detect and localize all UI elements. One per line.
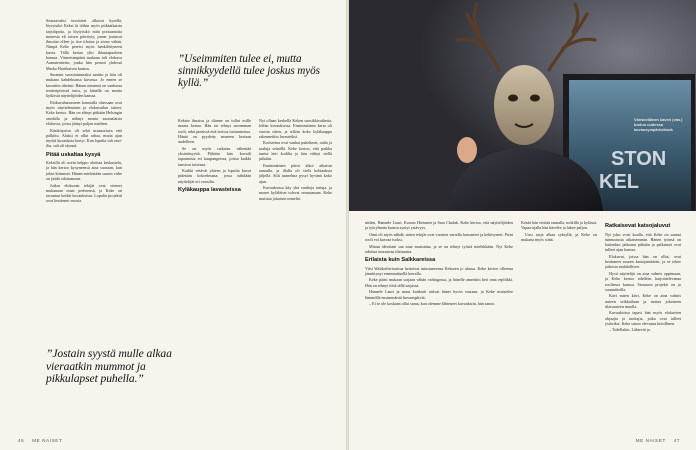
left-column-1 — [46, 18, 122, 205]
paragraph: – Ei se ole koskaan ollut sama, kun olemme lähteneet kuvauksiin, hän sanoo. — [369, 301, 496, 306]
paragraph: Elokuvaharrasteen kanssalla ohessaan ovat myös näyttelemisen ja elokuvailun taiteet, Keke kertoo. Hän on elänyt pitkään Helsingin seudulla ja nähnyt monia suomalaisia elokuvia, joista jäänyt paljon mieleen. — [46, 99, 122, 127]
section-heading: Pitää uskaltaa kysyä — [46, 151, 101, 158]
magazine-name: ME NAISET — [635, 438, 666, 443]
right-column-3 — [605, 220, 681, 334]
paragraph: Nyt joku voisi kuulla, että Keke on saanut tunnustusta aikaisemmin. Hänen työnsä on kuitenkin jatkunut pitkään ja palkinnot ovat tulleet ajan kanssa. — [605, 231, 681, 253]
magazine-name: ME NAISET — [32, 438, 63, 443]
right-column-1 — [365, 220, 513, 307]
page-footer-right — [636, 438, 680, 443]
right-column-2 — [521, 220, 597, 244]
section-heading: Erilaista kuin Salkkareissa — [365, 257, 436, 264]
paragraph: Ensimmäinen päivä alkoi aikaisin aamulla, ja illalla oli vielä kohtauksia jäljellä. Silti tunnelma pysyi hyvänä koko ajan. — [259, 162, 332, 184]
left-page — [0, 0, 346, 450]
paragraph: Se on myös ratkaisu vähentää yksinäisyyttä. Pitkään hän kuvaili tapaamisia eri kaupungeissa, joissa kaikki tunsivat toisensa. — [178, 145, 251, 167]
paragraph: Koristeina ovat vanhat puhelimet, radio ja tauluja seinällä. Keke kertoo, että paikka tuntui heti kodilta ja hän viihtyi siellä pitkään. — [259, 140, 332, 162]
paragraph: Viisi Waldorfin-tonttua kertoivat tutustuneensa Kekseen jo alussa. Keke kertoo olleensa jännittynyt ensimmäisellä kerralla. — [365, 265, 513, 276]
pull-quote-top: ”Useimmiten tulee ei, mutta sinnikkyydellä tulee joskus myös kyllä.” — [178, 53, 320, 90]
paragraph: Käsikirjoitus oli sekä uraauurtava että palkittu. Aluksi ei ollut rahaa, mutta ajan myötä kuvauksia kertyi. Kun lopulta tuli ensi-ilta, sali oli täynnä. — [46, 127, 122, 149]
page-number: 47 — [673, 438, 680, 443]
left-column-2 — [178, 118, 332, 201]
paragraph: Suomen suosituimmaksi saatiin ja hän oli mukana kahdeksassa kuvassa. Jo ennen se kuvattiin tiheästi. Hänen nimensä on vanhassa teatteripiirissä tuttu, ja hänellä on monta kytköstä näyttelijöiden kanssa. — [46, 72, 122, 99]
poster-text: STON — [611, 148, 667, 170]
page-footer-left — [18, 438, 62, 443]
pull-quote-bottom: ”Jostain syystä mulle alkaa vieraatkin mummot ja pikkulapset puhella.” — [46, 347, 172, 386]
paragraph: Seuraavaksi tavoitteet alkavat kysellä, löytyisikö Keksi tä töihin myös pitkäaikaista tarjolipotta, ja löytyisikö niitä portaantoita monesta eli toisen päivityty, jonne joutuvat ilmoitta olleet jo itse tiloista ja aivan vähän. Nimpä Keke pereisi myös henkilöityneen kuvia. Tällä kertaa yliti ikkunapuoleen kansaa. Viimeisimpänä mukaan tuli elokuva Aamuteatterin, jonka hän perusti yhdessä Marko Hartikaisen kanssa. — [46, 18, 122, 71]
photo-illustration — [349, 0, 696, 211]
paragraph: Jotkut elokuvan tekijät ovat vieneet mukanaan omat perheensä, ja Keke on tavannut heidät kuvauksissa. Lopulta projektit ovat kestäneet vuosia. — [46, 182, 122, 204]
paragraph: Kuvauksissa käy yhä vanhoja tuttuja, ja monet kyläläiset tulevat seuraamaan. Keke muistaa jokaisen nimeltä. — [259, 185, 332, 201]
section-heading: Ratkaisevat katsojaluvut — [605, 223, 671, 229]
paragraph: niiden, Hannele Lauri, Kosmo Hietanen ja Sara Chafak. Keke kertoo, että näyttelijöiden ja työryhmän kanssa syntyi ystävyys. — [365, 220, 513, 231]
paragraph: Minun ideoitani saa aina mustuttaa, ja se on tehnyt työstä mielekkään. Nyt Keke odottaa seuraavaa tilaisuutta. — [365, 243, 513, 254]
paragraph: Kesää hän viettää rannalla, mökillä ja kylässä. Vapaa-ajalla hän kävelee ja lukee paljon. — [521, 220, 597, 231]
person-hand — [457, 137, 477, 163]
feature-photo — [349, 0, 696, 211]
paragraph: Keksin ilmaisu ja tilanne on tullut esille monta kertaa. Hän on tehnyt useamman rooli, sekä pienissä että isoissa tuotannoissa. Häntä on pyydetty moneen kertaan uudelleen. — [178, 118, 251, 145]
photo-caption: Vänskeläinen kaveri (vas.) tuntuu uudessa kuvausympäristössä. — [634, 117, 683, 132]
mask-eye — [530, 95, 540, 102]
paragraph: – Todellakin. Lähtevät jo. — [609, 327, 652, 333]
wooden-mask — [494, 65, 554, 145]
page-number: 46 — [18, 438, 25, 443]
paragraph: Kaikki vetävät yhteen ja lopulta kuvat pidetään kokoelmana, jossa nähdään näyttelijät eri vuosilta. — [178, 168, 251, 184]
poster-text: KEL — [599, 171, 639, 193]
paragraph: Hyvä näyttelijä on aina valmis oppimaan, ja Keke kertoo edelleen harjoittelevansa rooliensa kanssa. Seuraava projekti on jo suunnitteilla. — [605, 270, 681, 292]
right-page — [349, 0, 696, 450]
paragraph: Hannele Lauri ja muut konkarit ottivat hänet hyvin vastaan, ja Keke muistelee lämmöllä ensimmäisiä kuvauspäiviä. — [365, 289, 513, 300]
paragraph: Keksillä oli usein helppo aloittaa keskustelu, ja hän kertoo kysyneensä aina suoraan, kun jokin kiinnosti. Hänen mielestään suurin virhe on jäädä odottamaan. — [46, 160, 122, 182]
section-heading: Kyläkauppa lavasteissa — [178, 186, 241, 193]
mask-eye — [508, 95, 518, 102]
paragraph: Onni oli myös nähdä, miten tekijät ovat vuosien varrella kasvaneet ja kehittyneet. Pieni rooli voi kasvaa isoksi. — [365, 231, 513, 243]
paragraph: Kuvauksissa tapasi hän myös elokuvien ohjaajia ja tuottajia, jotka ovat tulleet ystäviksi. Keke sanoo olevansa kiitollinen. — [605, 310, 681, 326]
paragraph: Nyt ollaan keskellä Keken suosikkivaihetta, leffan kuvauksissa. Ensimmäinen kerta oli vuosia sitten, ja silloin koko kyläkauppa rakennettiin lavasteiksi. — [259, 118, 332, 139]
paragraph: Keke pääsi mukaan sarjaan vähän vahingossa, ja hänelle annettiin heti oma repliikki. Hän on tehnyt töitä tällä sarjassa. — [365, 277, 513, 288]
paragraph: Kävi miten kävi, Keke on aina valmis uuteen seikkailuun ja tarttuu jokaiseen tilaisuuteen innolla. — [605, 293, 681, 309]
paragraph: Uusi sarja alkaa syksyllä, ja Keke on mukana myös siinä. — [521, 231, 597, 243]
paragraph: Elokuvat, joissa hän on ollut, ovat keränneet suuren katsojamäärän, ja se tekee jatkosta mahdollisen. — [605, 253, 681, 270]
